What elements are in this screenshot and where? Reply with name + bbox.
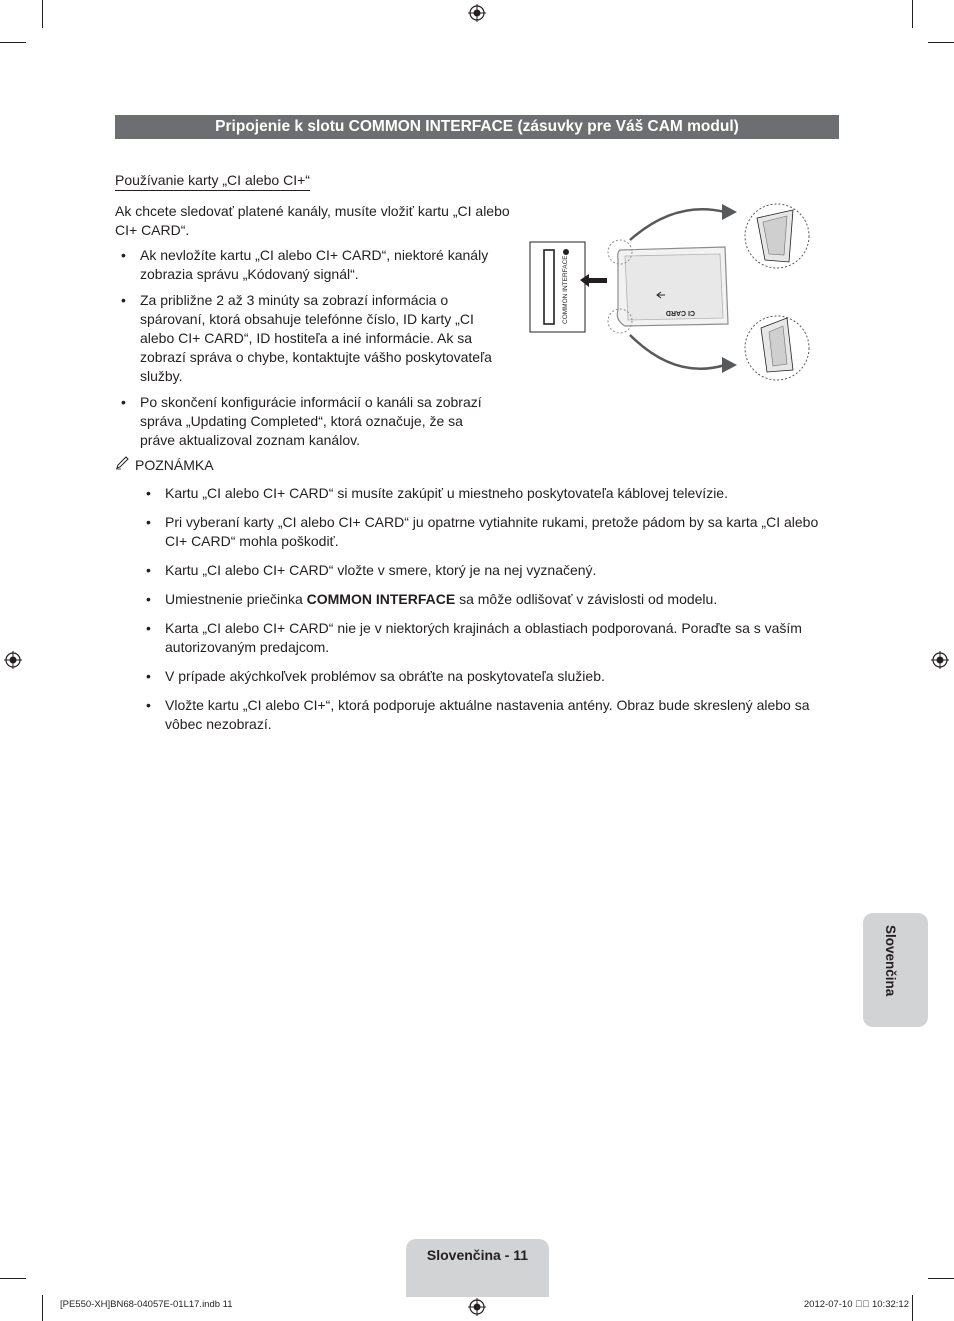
list-item (140, 667, 840, 686)
card-label: CI CARD (665, 309, 695, 316)
slot-label: COMMON INTERFACE (562, 255, 569, 324)
bullet-icon: • (146, 697, 151, 713)
bullet-icon: • (121, 292, 126, 308)
list-item-text: V prípade akýchkoľvek problémov sa obráťte na poskytovateľa služieb. (165, 668, 605, 684)
list-item (140, 619, 840, 657)
registration-mark-icon (4, 651, 22, 669)
list-item-text: sa môže odlišovať v závislosti od modelu. (455, 591, 718, 607)
crop-mark (42, 0, 43, 28)
section-title: Pripojenie k slotu COMMON INTERFACE (zásuvky pre Váš CAM modul) (115, 115, 839, 139)
list-item-text: Karta „CI alebo CI+ CARD“ nie je v niektorých krajinách a oblastiach podporovaná. Poraďte sa s vaším autorizovaným predajcom. (165, 620, 802, 655)
crop-mark (928, 42, 954, 43)
list-item-text: Kartu „CI alebo CI+ CARD“ vložte v smere, ktorý je na nej vyznačený. (165, 562, 597, 578)
bullet-icon: • (146, 668, 151, 684)
bullet-icon: • (146, 514, 151, 530)
crop-mark (928, 1278, 954, 1279)
bullet-icon: • (146, 620, 151, 636)
list-item-text: Vložte kartu „CI alebo CI+“, ktorá podporuje aktuálne nastavenia antény. Obraz bude skreslený alebo sa vôbec nezobrazí. (165, 697, 810, 732)
crop-mark (42, 1295, 43, 1321)
ci-card-illustration (525, 200, 815, 385)
bullet-icon: • (146, 591, 151, 607)
list-item-text: Kartu „CI alebo CI+ CARD“ si musíte zakúpiť u miestneho poskytovateľa káblovej televízie. (165, 485, 728, 501)
bullet-icon: • (146, 485, 151, 501)
list-item-text: Za približne 2 až 3 minúty sa zobrazí informácia o spárovaní, ktorá obsahuje telefónne číslo, ID karty „CI alebo CI+ CARD“, ID hostiteľa a iné informácie. Ak sa zobrazí správa o chybe, kontaktujte vášho poskytovateľa služby. (140, 292, 492, 384)
page-number-tab (406, 1239, 549, 1297)
bullet-icon: • (146, 562, 151, 578)
subheading: Používanie karty „CI alebo CI+“ (115, 172, 310, 191)
page-number: Slovenčina - 11 (426, 1247, 529, 1263)
list-item-text: Umiestnenie priečinka (165, 591, 307, 607)
registration-mark-icon (468, 4, 486, 22)
footer-timestamp: 2012-07-10 ￿￿ 10:32:12 (803, 1299, 909, 1310)
language-tab-label: Slovenčina (883, 925, 898, 997)
intro-paragraph: Ak chcete sledovať platené kanály, musíte vložiť kartu „CI alebo CI+ CARD“. (115, 203, 510, 238)
bullet-icon: • (121, 394, 126, 410)
bullet-list (115, 246, 500, 457)
list-item (115, 291, 500, 386)
registration-mark-icon (468, 1298, 486, 1316)
list-item (140, 484, 840, 503)
language-tab (863, 913, 928, 1027)
list-item (140, 696, 840, 734)
pencil-icon (115, 456, 135, 475)
note-list (140, 484, 840, 744)
list-item-text: Ak nevložíte kartu „CI alebo CI+ CARD“, niektoré kanály zobrazia správu „Kódovaný signál“. (140, 247, 489, 282)
bullet-icon: • (121, 247, 126, 263)
list-item-text: Po skončení konfigurácie informácií o kanáli sa zobrazí správa „Updating Completed“, ktorá označuje, že sa práve aktualizoval zoznam kanálov. (140, 394, 482, 448)
list-item (140, 590, 840, 609)
list-item (115, 246, 500, 284)
list-item-bold-text: COMMON INTERFACE (306, 591, 456, 607)
crop-mark (0, 42, 26, 43)
crop-mark (912, 1295, 913, 1321)
list-item (140, 513, 840, 551)
list-item (140, 561, 840, 580)
list-item-text: Pri vyberaní karty „CI alebo CI+ CARD“ ju opatrne vytiahnite rukami, pretože pádom by sa karta „CI alebo CI+ CARD“ mohla poškodiť. (165, 514, 819, 549)
crop-mark (912, 0, 913, 28)
list-item (115, 393, 500, 450)
note-heading (115, 456, 214, 475)
footer-file-info: [PE550-XH]BN68-04057E-01L17.indb 11 (60, 1299, 233, 1310)
note-label: POZNÁMKA (135, 457, 214, 473)
crop-mark (0, 1278, 26, 1279)
registration-mark-icon (931, 651, 949, 669)
